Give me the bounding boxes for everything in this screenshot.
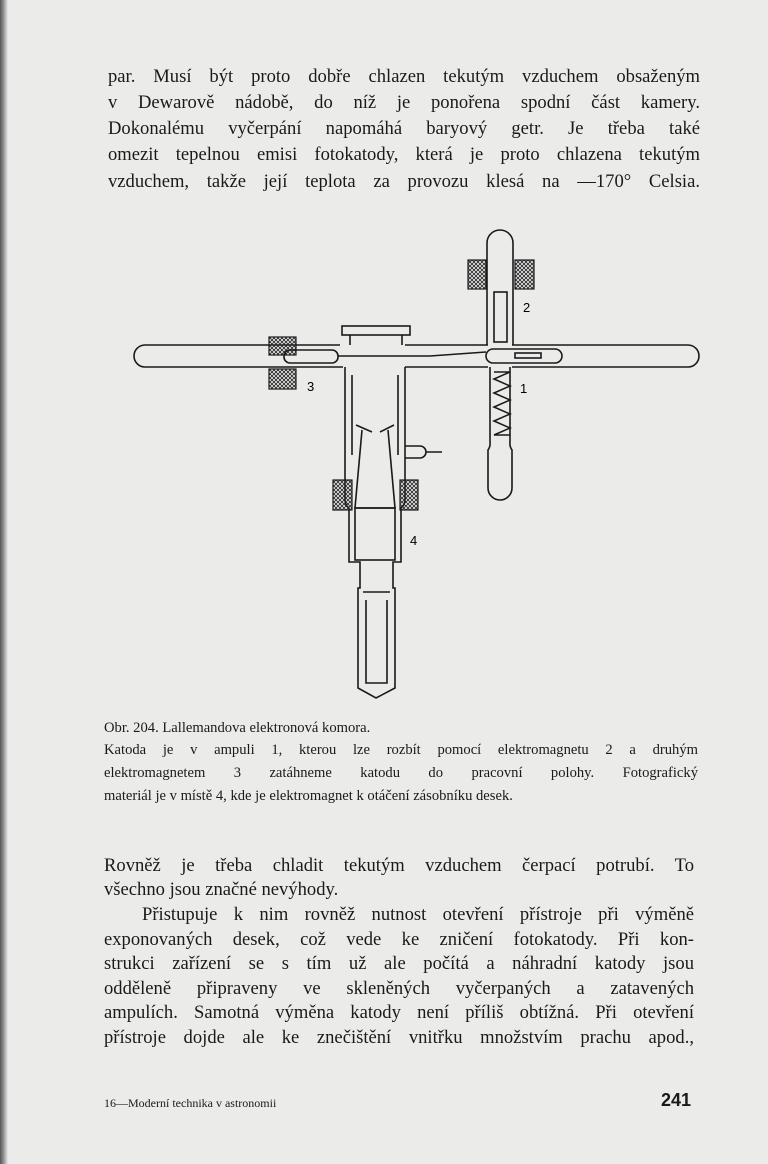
caption-line: materiál je v místě 4, kde je elektromagnet k otáčení zásobníku desek.: [104, 788, 513, 804]
caption-line: Katoda je v ampuli 1, kterou lze rozbít pomocí elektromagnetu 2 a druhým: [104, 742, 698, 758]
text-line: strukci zařízení se s tím už ale počítá a náhradní katody jsou: [104, 953, 694, 974]
text-line: všechno jsou značné nevýhody.: [104, 879, 339, 900]
caption-line: elektromagnetem 3 zatáhneme katodu do pracovní polohy. Fotografický: [104, 765, 698, 781]
text-line: Dokonalému vyčerpání napomáhá baryový getr. Je třeba také: [108, 118, 700, 139]
caption-title: Obr. 204. Lallemandova elektronová komora.: [104, 720, 371, 736]
text-line: přístroje dojde ale ke znečištění vnitřku množstvím prachu apod.,: [104, 1027, 694, 1048]
electromagnet-4-right: [400, 480, 418, 510]
label-1: 1: [520, 381, 528, 396]
plate-magazine-stem: [358, 575, 395, 698]
text-line: par. Musí být proto dobře chlazen tekutým vzduchem obsaženým: [108, 66, 700, 87]
label-4: 4: [410, 533, 418, 548]
text-line: vzduchem, takže její teplota za provozu klesá na —170° Celsia.: [108, 171, 700, 192]
text-line: Rovněž je třeba chladit tekutým vzduchem čerpací potrubí. To: [104, 855, 694, 876]
text-line: v Dewarově nádobě, do níž je ponořena spodní část kamery.: [108, 92, 700, 113]
electromagnet-2-right: [515, 260, 534, 289]
chamber-cap: [342, 326, 410, 335]
chamber-body: [345, 367, 405, 575]
electromagnet-3-bottom: [269, 369, 296, 389]
text-line: odděleně připraveny ve skleněných vyčerpaných a zatavených: [104, 978, 694, 999]
signature-mark: 16—Moderní technika v astronomii: [104, 1096, 277, 1110]
label-3: 3: [307, 379, 315, 394]
label-2: 2: [523, 300, 531, 315]
electromagnet-3-top: [269, 337, 296, 355]
top-tube: [487, 230, 513, 345]
text-line: omezit tepelnou emisi fotokatody, která je proto chlazena tekutým: [108, 144, 700, 165]
electromagnet-2-left: [468, 260, 486, 289]
text-line: ampulích. Samotná výměna katody není příliš obtížná. Při otevření: [104, 1002, 694, 1023]
electromagnet-4-left: [333, 480, 352, 510]
text-line: exponovaných desek, což vede ke zničení fotokatody. Při kon-: [104, 929, 694, 950]
text-line: Přistupuje k nim rovněž nutnost otevření přístroje při výměně: [142, 904, 694, 925]
page-number: 241: [661, 1090, 692, 1110]
spring-icon: [494, 372, 510, 435]
